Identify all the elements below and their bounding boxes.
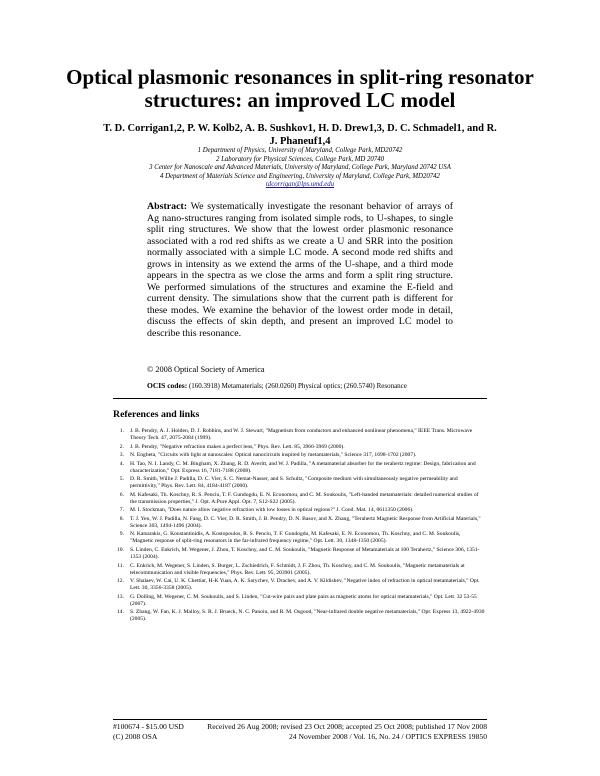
footer-journal-info: 24 November 2008 / Vol. 16, No. 24 / OPTICS EXPRESS 19850 — [288, 732, 487, 741]
affiliation-1: 1 Department of Physics, University of Maryland, College Park, MD20742 — [197, 147, 403, 154]
ocis-label: OCIS codes: — [147, 381, 188, 390]
footer-received-dates: Received 26 Aug 2008; revised 23 Oct 2008; accepted 25 Oct 2008; published 17 Nov 2008 — [207, 722, 487, 731]
section-divider-top — [113, 398, 487, 399]
copyright-notice: © 2008 Optical Society of America — [147, 365, 265, 374]
reference-item: 10. S. Linden, C. Enkrich, M. Wegener, J. Zhou, T. Koschny, and C. M. Soukoulis, "Magnetic Response of Metamaterials at 100 Terahertz," Science 306, 1351-1353 (2004). — [117, 546, 480, 561]
footer-divider — [113, 719, 487, 720]
abstract-label: Abstract: — [147, 201, 188, 212]
affiliation-2: 2 Laboratory for Physical Sciences, College Park, MD 20740 — [215, 155, 384, 163]
ocis-codes — [147, 381, 407, 390]
affiliations — [100, 147, 500, 190]
footer-article-id: #100674 - $15.00 USD — [113, 722, 184, 731]
reference-item: 1. J. B. Pendry, A. J. Holden, D. J. Robbins, and W. J. Stewart, "Magnetism from conductors and enhanced nonlinear phenomena," IEEE Trans. Microwave Theory Tech. 47, 2075-2084 (1999). — [119, 428, 473, 442]
reference-item: 3. N. Engheta, "Circuits with light at nanoscales: Optical nanocircuits inspired by metamaterials," Science 317, 1698-1702 (2007). — [119, 452, 417, 459]
ocis-text: (160.3918) Metamaterials; (260.0260) Physical optics; (260.5740) Resonance — [188, 382, 407, 390]
reference-item: 9. N. Katsarakis, G. Konstantinidis, A. Kostopoulos, R. S. Penciu, T. F. Gundogdu, M. Kafesaki, E. N. Economou, Th. Koschny, and C. M. Soukoulis, "Magnetic response of split-ring resonators in the far-infrared frequency regime," Opt. Lett. 30, 1348-1350 (2005). — [119, 531, 461, 545]
reference-item: 12. V. Shalaev, W. Cai, U. K. Chettiar, H-K Yuan, A. K. Sarychev, V. Drachev, and A. V. Kildishev, "Negative index of refraction in optical metamaterials," Opt. Lett. 30, 3356-3358 (2005). — [117, 578, 480, 592]
reference-item: 13. G. Dolling, M. Wegener, C. M. Soukoulis, and S. Linden, "Cut-wire pairs and plate pairs as magnetic atoms for optical metamaterials," Opt. Lett. 32 53-55 (2007). — [117, 593, 477, 607]
affiliation-4: 4 Department of Materials Science and Engineering, University of Maryland, College Park, MD20742 — [160, 172, 440, 180]
reference-item: 4. H. Tao, N. I. Landy, C. M. Bingham, X. Zhang, R. D. Averitt, and W. J. Padilla, "A metamaterial absorber for the terahertz regime: Design, fabrication and characterization," Opt. Express 16, 7181-7188 (2008). — [119, 460, 476, 474]
reference-item: 2. J. B. Pendry, "Negative refraction makes a perfect lens," Phys. Rev. Lett. 85, 3966-3969 (2000). — [119, 443, 345, 450]
paper-title: Optical plasmonic resonances in split-ring resonator structures: an improved LC model — [66, 65, 534, 112]
abstract-text: We systematically investigate the resonant behavior of arrays of Ag nano-structures ranging from isolated simple rods, to U-shapes, to single split ring structures. We show that the lowest order plasmonic resonance associated with a rod red shifts as we create a U and SRR into the position normally associated with a simple LC mode. A second mode red shifts and grows in intensity as we extend the arms of the U-shape, and a third mode appears in the spectra as we close the arms and form a split ring structure. We performed simulations of the structures and examine the E-field and current density. The simulations show that the current path is different for these modes. We examine the behavior of the lowest order mode in detail, discuss the effects of skin depth, and present an improved LC model to describe this resonance. — [147, 201, 453, 339]
affiliation-3: 3 Center for Nanoscale and Advanced Materials, University of Maryland, College Park, Maryland 20742 USA — [149, 164, 451, 171]
reference-item: 6. M. Kafesaki, Th. Koschny, R. S. Penciu, T. F. Gundogdu, E. N. Economou, and C. M. Soukoulis, "Left-handed metamaterials: detailed numerical studies of the transmission properties," J. Opt. A:Pure Appl. Opt. 7, S12-S22 (2005). — [119, 491, 479, 505]
page-footer — [113, 722, 487, 742]
reference-item: 7. M. I. Stockman, "Does nature allow negative refraction with low losses in optical regions?" J. Cond. Mat. 14, 0611350 (2006). — [119, 507, 414, 514]
reference-item: 11. C. Enkrich, M. Wegener, S. Linden, S. Burger, L. Zschiedrich, F. Schmidt, J. F. Zhou, Th. Koschny, and C. M. Soukoulis, "Magnetic metamaterials at telecommunication and visible frequencies," Phys. Rev. Lett. 95, 203901 (2005). — [117, 562, 465, 576]
reference-item: 8. T. J. Yen, W. J. Padilla, N. Fang, D. C. Vier, D. R. Smith, J. B. Pendry, D. N. Basov, and X. Zhang, "Terahertz Magnetic Response from Artificial Materials," Science 303, 1494-1496 (2004). — [119, 515, 481, 529]
reference-item: 5. D. R. Smith, Willie J. Padilla, D. C. Vier, S. C. Nemat-Nasser, and S. Schultz, "Composite medium with simultaneously negative permeability and permittivity," Phys. Rev. Lett. 84, 4184-4187 (2000). — [119, 476, 458, 490]
reference-list — [113, 428, 485, 625]
abstract — [147, 201, 453, 339]
footer-copyright: (C) 2008 OSA — [113, 732, 158, 741]
email-link[interactable]: tdcorrigan@lps.umd.edu — [265, 181, 335, 188]
reference-item: 14. S. Zhang, W. Fan, K. J. Malloy, S. R. J. Brueck, N. C. Panoiu, and R. M. Osgood, "Near-infrared double negative metamaterials," Opt. Express 13, 4922-4930 (2005). — [117, 609, 485, 623]
author-list: T. D. Corrigan1,2, P. W. Kolb2, A. B. Sushkov1, H. D. Drew1,3, D. C. Schmadel1, and R. J. Phaneuf1,4 — [103, 123, 497, 147]
references-heading: References and links — [113, 409, 200, 420]
